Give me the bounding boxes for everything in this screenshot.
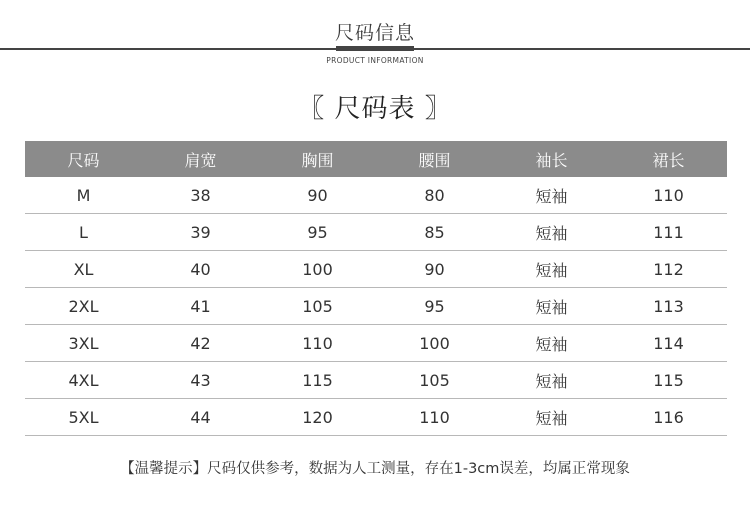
table-cell: 5XL xyxy=(68,407,99,427)
table-cell: 短袖 xyxy=(535,223,568,243)
table-cell: 112 xyxy=(653,259,684,279)
table-cell: 3XL xyxy=(68,333,99,353)
table-cell: 38 xyxy=(190,185,211,205)
section-subtitle: PRODUCT INFORMATION xyxy=(326,56,424,65)
table-row xyxy=(25,251,727,288)
size-notice: 【温馨提示】尺码仅供参考，数据为人工测量，存在1-3cm误差，均属正常现象 xyxy=(120,461,630,477)
table-cell: M xyxy=(76,185,91,205)
table-cell: 短袖 xyxy=(535,408,568,428)
section-header xyxy=(0,0,750,70)
table-cell: 105 xyxy=(419,370,450,390)
table-row xyxy=(25,399,727,436)
table-cell: 110 xyxy=(653,185,684,205)
table-cell: 110 xyxy=(419,407,450,427)
table-cell: 42 xyxy=(190,333,211,353)
table-cell: 短袖 xyxy=(535,186,568,206)
table-cell: 116 xyxy=(653,407,684,427)
table-cell: XL xyxy=(73,259,94,279)
section-title: 尺码信息 xyxy=(334,22,415,44)
table-cell: 44 xyxy=(190,407,211,427)
size-table xyxy=(25,141,727,436)
column-header: 袖长 xyxy=(535,150,568,170)
table-cell: 43 xyxy=(190,370,211,390)
table-cell: 100 xyxy=(302,259,333,279)
table-cell: 110 xyxy=(302,333,333,353)
column-header: 尺码 xyxy=(67,150,100,170)
column-header: 胸围 xyxy=(301,150,334,170)
table-cell: 85 xyxy=(424,222,445,242)
table-row xyxy=(25,177,727,214)
table-cell: 90 xyxy=(424,259,445,279)
table-cell: 95 xyxy=(424,296,445,316)
table-title: 〖 尺码表 〗 xyxy=(298,94,452,124)
table-cell: 短袖 xyxy=(535,371,568,391)
header-divider-accent xyxy=(336,46,414,51)
column-header: 肩宽 xyxy=(184,150,217,170)
table-cell: L xyxy=(79,222,88,242)
table-cell: 114 xyxy=(653,333,684,353)
table-body xyxy=(25,177,727,436)
table-cell: 短袖 xyxy=(535,260,568,280)
table-cell: 113 xyxy=(653,296,684,316)
table-row xyxy=(25,288,727,325)
column-header: 裙长 xyxy=(652,150,685,170)
table-cell: 105 xyxy=(302,296,333,316)
table-cell: 短袖 xyxy=(535,334,568,354)
table-cell: 95 xyxy=(307,222,328,242)
table-row xyxy=(25,214,727,251)
table-cell: 115 xyxy=(653,370,684,390)
table-header-row xyxy=(25,141,727,177)
table-cell: 80 xyxy=(424,185,445,205)
column-header: 腰围 xyxy=(418,150,451,170)
table-cell: 2XL xyxy=(68,296,99,316)
table-cell: 111 xyxy=(653,222,684,242)
table-cell: 120 xyxy=(302,407,333,427)
table-cell: 短袖 xyxy=(535,297,568,317)
table-cell: 40 xyxy=(190,259,211,279)
table-cell: 41 xyxy=(190,296,211,316)
table-cell: 100 xyxy=(419,333,450,353)
table-cell: 90 xyxy=(307,185,328,205)
table-cell: 115 xyxy=(302,370,333,390)
table-row xyxy=(25,362,727,399)
table-row xyxy=(25,325,727,362)
table-cell: 39 xyxy=(190,222,211,242)
table-cell: 4XL xyxy=(68,370,99,390)
